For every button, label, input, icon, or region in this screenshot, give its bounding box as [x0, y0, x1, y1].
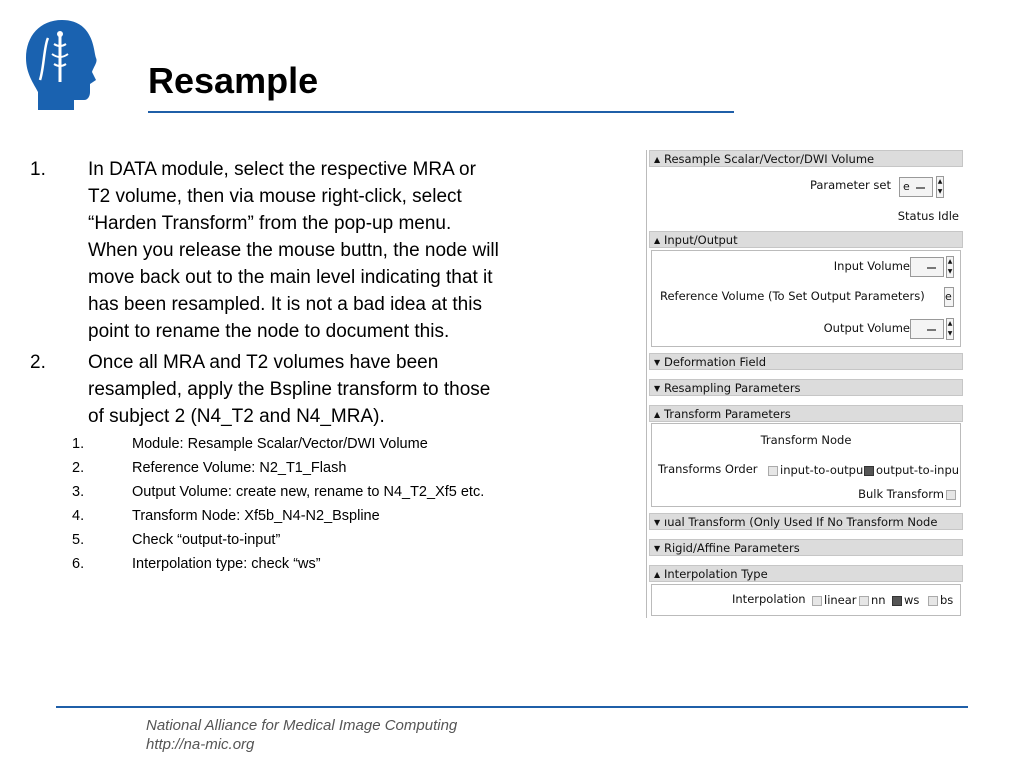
- io-header[interactable]: ▲ Input/Output: [649, 231, 963, 248]
- bulk-transform-option[interactable]: Bulk Transform: [858, 487, 958, 501]
- sub-list-item: 1. Module: Resample Scalar/Vector/DWI Volume: [72, 436, 428, 452]
- parameter-set-spinner[interactable]: ▲ ▼: [936, 176, 944, 198]
- interpolation-section: [651, 584, 961, 616]
- footer: [146, 716, 457, 754]
- module-params-section: [651, 169, 961, 229]
- title-divider: [148, 111, 734, 113]
- order-option-output-to-input[interactable]: output-to-inpu: [864, 463, 959, 477]
- checkbox-icon: [859, 596, 869, 606]
- output-volume-label: Output Volume: [823, 321, 910, 335]
- resampling-header[interactable]: ▼ Resampling Parameters: [649, 379, 963, 396]
- deformation-header[interactable]: ▼ Deformation Field: [649, 353, 963, 370]
- interp-option-linear[interactable]: linear: [812, 593, 857, 607]
- collapse-arrow-icon: ▲: [654, 570, 661, 579]
- resample-module-panel: [646, 150, 967, 618]
- reference-volume-combo[interactable]: e: [944, 287, 954, 307]
- sub-list-item: 2. Reference Volume: N2_T1_Flash: [72, 460, 347, 476]
- expand-arrow-icon: ▼: [654, 544, 661, 553]
- transforms-order-label: Transforms Order: [658, 462, 758, 476]
- footer-divider: [56, 706, 968, 708]
- checked-checkbox-icon: [892, 596, 902, 606]
- parameter-set-combo[interactable]: e: [899, 177, 933, 197]
- list-item: 2. Once all MRA and T2 volumes have been resampled, apply the Bspline transform to those of subject 2 (N4_T2 and N4_MRA).: [30, 352, 491, 427]
- sub-list-item: 3. Output Volume: create new, rename to N4_T2_Xf5 etc.: [72, 484, 485, 500]
- input-volume-label: Input Volume: [833, 259, 910, 273]
- order-option-input-to-output[interactable]: input-to-outpu: [768, 463, 863, 477]
- transform-header[interactable]: ▲ Transform Parameters: [649, 405, 963, 422]
- namic-head-logo: [22, 18, 100, 112]
- sub-list-item: 5. Check “output-to-input”: [72, 532, 281, 548]
- input-volume-combo[interactable]: [910, 257, 944, 277]
- expand-arrow-icon: ▼: [654, 358, 661, 367]
- interpolation-label: Interpolation: [732, 592, 806, 606]
- output-volume-spinner[interactable]: ▲ ▼: [946, 318, 954, 340]
- expand-arrow-icon: ▼: [654, 384, 661, 393]
- collapse-arrow-icon: ▲: [654, 236, 661, 245]
- checkbox-icon: [946, 490, 956, 500]
- status-label: Status Idle: [897, 209, 959, 223]
- checkbox-icon: [812, 596, 822, 606]
- expand-arrow-icon: ▼: [654, 518, 661, 527]
- collapse-arrow-icon: ▲: [654, 410, 661, 419]
- module-header[interactable]: ▲ Resample Scalar/Vector/DWI Volume: [649, 150, 963, 167]
- interp-option-bs[interactable]: bs: [928, 593, 953, 607]
- input-volume-spinner[interactable]: ▲ ▼: [946, 256, 954, 278]
- io-section: [651, 250, 961, 347]
- footer-url[interactable]: http://na-mic.org: [146, 736, 255, 753]
- list-item: 1. In DATA module, select the respective MRA or T2 volume, then via mouse right-click, select “Harden Transform” from the pop-up menu. When you release the mouse buttn, the node will move back out to the main level indicating that it has been resampled. It is not a bad idea at this point to rename the node to document this.: [30, 159, 499, 342]
- sub-list-item: 6. Interpolation type: check “ws”: [72, 556, 321, 572]
- collapse-arrow-icon: ▲: [654, 155, 661, 164]
- transform-section: [651, 423, 961, 507]
- checkbox-icon: [928, 596, 938, 606]
- reference-volume-label: Reference Volume (To Set Output Parameters): [660, 289, 925, 303]
- instruction-list: [30, 156, 500, 578]
- output-volume-combo[interactable]: [910, 319, 944, 339]
- transform-node-label: Transform Node: [760, 433, 852, 447]
- parameter-set-label: Parameter set: [809, 178, 891, 192]
- checkbox-icon: [768, 466, 778, 476]
- interp-option-nn[interactable]: nn: [859, 593, 886, 607]
- sub-list-item: 4. Transform Node: Xf5b_N4-N2_Bspline: [72, 508, 380, 524]
- checked-checkbox-icon: [864, 466, 874, 476]
- manual-transform-header[interactable]: ▼ ıual Transform (Only Used If No Transform Node: [649, 513, 963, 530]
- rigid-affine-header[interactable]: ▼ Rigid/Affine Parameters: [649, 539, 963, 556]
- interp-option-ws[interactable]: ws: [892, 593, 919, 607]
- interpolation-header[interactable]: ▲ Interpolation Type: [649, 565, 963, 582]
- footer-org: National Alliance for Medical Image Computing: [146, 717, 458, 734]
- page-title: Resample: [148, 60, 319, 101]
